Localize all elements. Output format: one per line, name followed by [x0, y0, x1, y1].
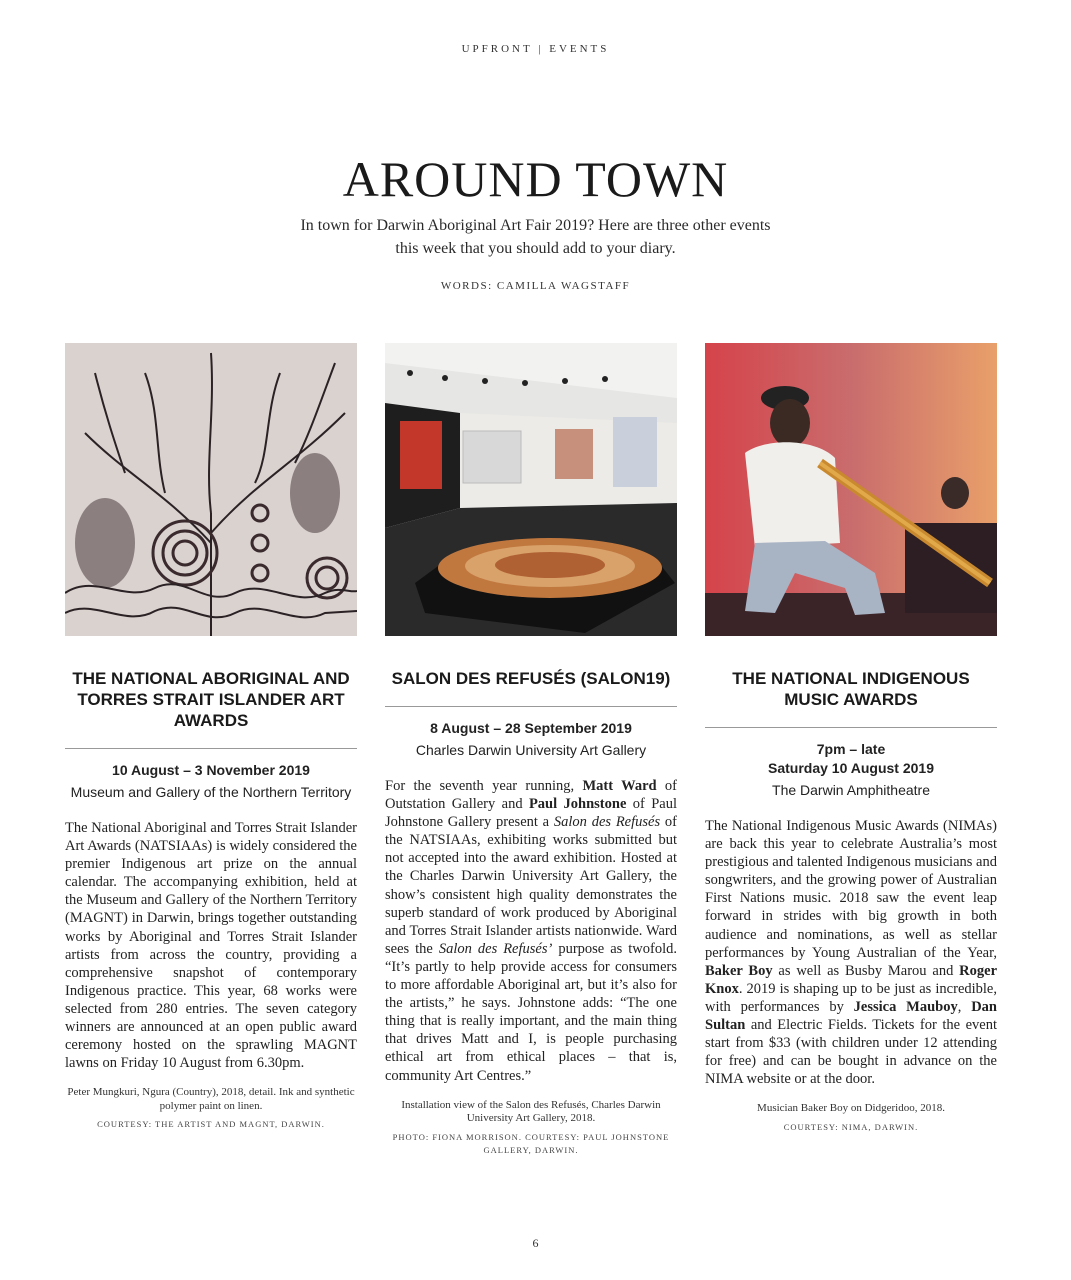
event-column-art-awards	[65, 343, 357, 1131]
body-text: For the seventh year running,	[385, 778, 583, 794]
body-text: of the NATSIAAs, exhibiting works submitted but not accepted into the award exhibition. Hosted at the Charles Darwin University Art Gallery, the show’s consistent high quality demonstrates the superb standard of work produced by Aboriginal and Torres Strait Islander artists nationwide. Ward sees the	[385, 814, 677, 957]
page-number: 6	[532, 1236, 539, 1250]
body-text: . 2019 is shaping up to be just as incredible, with performances by	[705, 980, 997, 1015]
event-venue: Charles Darwin University Art Gallery	[415, 742, 647, 758]
event-column-music-awards	[705, 343, 997, 1134]
gallery-photo	[385, 343, 677, 636]
image-caption: Musician Baker Boy on Didgeridoo, 2018.	[757, 1102, 945, 1115]
event-heading: SALON DES REFUSÉS (SALON19)	[391, 669, 671, 688]
body-text: ,	[957, 998, 972, 1015]
event-body	[705, 817, 997, 1088]
intro-text: In town for Darwin Aboriginal Art Fair 2019? Here are three other events this week that you should add to your diary.	[300, 217, 771, 257]
event-venue: Museum and Gallery of the Northern Territory	[70, 784, 352, 800]
image-credit: PHOTO: FIONA MORRISON. COURTESY: PAUL JOHNSTONE GALLERY, DARWIN.	[392, 1131, 670, 1155]
byline: WORDS: CAMILLA WAGSTAFF	[440, 280, 631, 292]
page-title: AROUND TOWN	[342, 151, 729, 207]
event-body: The National Aboriginal and Torres Strait Islander Art Awards (NATSIAAs) is widely considered the premier Indigenous art prize on the annual calendar. The accompanying exhibition, held at the Museum and Gallery of the Northern Territory (MAGNT) in Darwin, brings together outstanding works by Aboriginal and Torres Strait Islander artists from across the country, providing a comprehensive snapshot of contemporary Indigenous practice. This year, 68 works were selected from 280 entries. The seven category winners are announced at an open public award ceremony hosted on the sprawling MAGNT lawns on Friday 10 August from 6.30pm.	[65, 820, 357, 1072]
body-text: purpose as twofold. “It’s partly to help provide access for consumers to more affordable Aboriginal art, but it’s also for the artists,” he says. Johnstone adds: “The one thing that is really important, and the main thing that drives Matt and I, is people purchasing ethical art from ethical places – that is, community Art Centres.”	[385, 940, 678, 1084]
image-credit: COURTESY: NIMA, DARWIN.	[783, 1121, 919, 1132]
image-caption	[65, 1086, 357, 1113]
name-bold: Roger Knox	[705, 962, 997, 997]
name-bold: Jessica Mauboy	[853, 998, 958, 1015]
title-italic: Salon des Refusés’	[438, 940, 553, 957]
body-text: of Paul Johnstone Gallery present a	[385, 796, 677, 831]
section-kicker: UPFRONT | EVENTS	[461, 43, 610, 55]
event-venue: The Darwin Amphitheatre	[772, 782, 930, 798]
artwork-image	[65, 343, 357, 636]
name-bold: Baker Boy	[705, 962, 773, 979]
event-time: 7pm – late	[816, 741, 886, 757]
event-date: 8 August – 28 September 2019	[430, 720, 632, 736]
event-date: Saturday 10 August 2019	[768, 760, 934, 776]
body-text: of Outstation Gallery and	[385, 778, 677, 813]
body-text: as well as Busby Marou and	[772, 962, 960, 979]
event-heading: THE NATIONAL INDIGENOUS MUSIC AWARDS	[732, 669, 970, 709]
body-text: and Electric Fields. Tickets for the event start from $33 (with children under 12 attending for free) and can be bought in advance on the NIMA website or at the door.	[705, 1017, 997, 1088]
name-bold: Matt Ward	[582, 778, 657, 794]
event-heading: THE NATIONAL ABORIGINAL AND TORRES STRAIT ISLANDER ART AWARDS	[72, 669, 350, 730]
image-caption: Installation view of the Salon des Refusés, Charles Darwin University Art Gallery, 2018.	[401, 1098, 661, 1125]
image-credit: COURTESY: THE ARTIST AND MAGNT, DARWIN.	[97, 1119, 325, 1130]
divider	[705, 727, 997, 728]
caption-text: Peter Mungkuri, Ngura (Country), 2018, detail. Ink and synthetic polymer paint on linen.	[67, 1086, 355, 1112]
event-column-salon	[385, 343, 677, 1157]
event-date: 10 August – 3 November 2019	[112, 762, 310, 778]
name-bold: Dan Sultan	[705, 998, 997, 1034]
divider	[385, 706, 677, 707]
performer-photo	[705, 343, 997, 636]
title-italic: Salon des Refusés	[553, 814, 661, 831]
body-text: The National Indigenous Music Awards (NIMAs) are back this year to celebrate Australia’s most prestigious and talented Indigenous musicians and songwriters, and the growing power of Australian First Nations music. 2018 saw the event leap forward in strides with big growth in both audience and nominations, as well as stellar performances by Young Australian of the Year,	[705, 818, 997, 961]
divider	[65, 748, 357, 749]
event-body	[385, 777, 677, 1085]
name-bold: Paul Johnstone	[528, 796, 627, 813]
